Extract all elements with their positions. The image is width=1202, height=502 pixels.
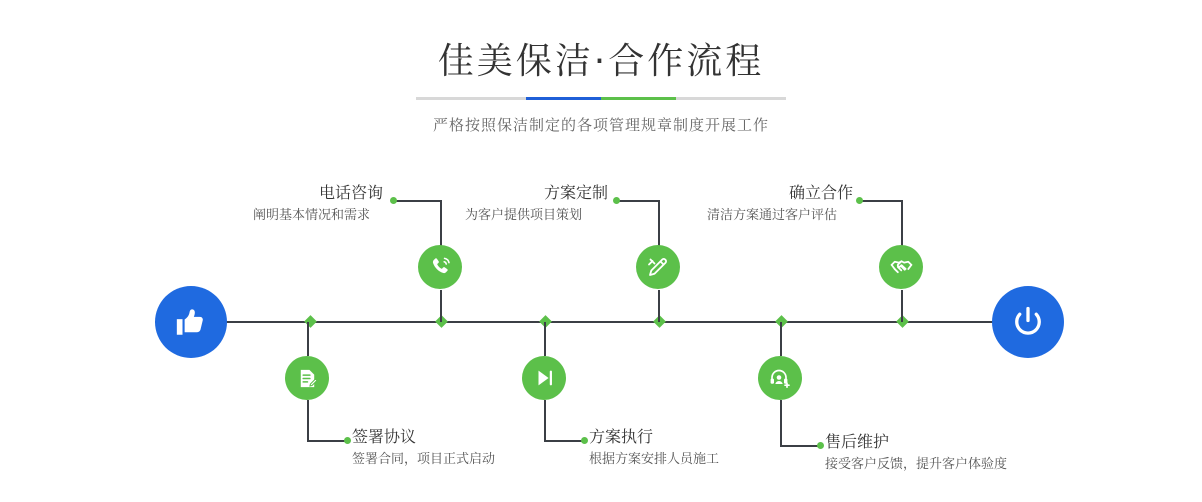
step-1-label bbox=[253, 183, 383, 225]
connector-step-1-stem bbox=[440, 290, 442, 322]
connector-step-5-stem bbox=[901, 290, 903, 322]
start-node bbox=[155, 286, 227, 358]
step-3-icon bbox=[636, 245, 680, 289]
connector-step-1-horizontal bbox=[395, 200, 441, 202]
step-3-title: 方案定制 bbox=[543, 183, 608, 202]
end-node bbox=[992, 286, 1064, 358]
step-6-desc: 接受客户反馈，提升客户体验度 bbox=[825, 457, 1008, 472]
connector-step-6-vertical bbox=[780, 400, 782, 445]
step-3-desc: 为客户提供项目策划 bbox=[465, 208, 583, 223]
connector-dot-step-2 bbox=[344, 437, 351, 444]
step-5-title: 确立合作 bbox=[788, 183, 853, 202]
handshake-icon bbox=[889, 255, 914, 280]
step-3-label bbox=[465, 183, 608, 225]
connector-step-2-horizontal bbox=[307, 440, 347, 442]
connector-dot-step-1 bbox=[390, 197, 397, 204]
step-6-title: 售后维护 bbox=[825, 432, 890, 451]
step-1-icon bbox=[418, 245, 462, 289]
step-2-icon bbox=[285, 356, 329, 400]
connector-step-3-horizontal bbox=[618, 200, 660, 202]
connector-dot-step-4 bbox=[581, 437, 588, 444]
step-2-title: 签署协议 bbox=[352, 427, 417, 446]
page-title: 佳美保洁·合作流程 bbox=[437, 41, 765, 82]
connector-step-5-vertical bbox=[901, 200, 903, 250]
step-6-icon bbox=[758, 356, 802, 400]
step-4-desc: 根据方案安排人员施工 bbox=[589, 452, 720, 467]
connector-step-2-vertical bbox=[307, 400, 309, 440]
step-2-label bbox=[352, 427, 495, 469]
connector-step-6-stem bbox=[780, 322, 782, 356]
connector-step-3-stem bbox=[658, 290, 660, 322]
connector-step-1-vertical bbox=[440, 200, 442, 250]
connector-step-4-vertical bbox=[544, 400, 546, 440]
play-forward-icon bbox=[533, 367, 555, 389]
step-5-icon bbox=[879, 245, 923, 289]
connector-dot-step-5 bbox=[856, 197, 863, 204]
connector-step-2-stem bbox=[307, 322, 309, 356]
connector-step-3-vertical bbox=[658, 200, 660, 250]
step-1-desc: 阐明基本情况和需求 bbox=[253, 208, 371, 223]
step-5-desc: 清洁方案通过客户评估 bbox=[707, 208, 838, 223]
pen-ruler-icon bbox=[646, 255, 670, 279]
connector-step-4-horizontal bbox=[544, 440, 584, 442]
connector-dot-step-3 bbox=[613, 197, 620, 204]
step-6-label bbox=[825, 432, 1007, 474]
phone-ring-icon bbox=[428, 255, 452, 279]
step-1-title: 电话咨询 bbox=[318, 183, 383, 202]
step-4-icon bbox=[522, 356, 566, 400]
connector-step-6-horizontal bbox=[780, 445, 820, 447]
page-subtitle: 严格按照保洁制定的各项管理规章制度开展工作 bbox=[432, 116, 769, 135]
connector-step-4-stem bbox=[544, 322, 546, 356]
step-5-label bbox=[707, 183, 853, 225]
step-4-title: 方案执行 bbox=[589, 427, 654, 446]
step-4-label bbox=[589, 427, 719, 469]
connector-step-5-horizontal bbox=[861, 200, 903, 202]
document-edit-icon bbox=[296, 367, 319, 390]
thumbs-up-icon bbox=[174, 305, 208, 339]
timeline-axis bbox=[155, 321, 1050, 323]
connector-dot-step-6 bbox=[817, 442, 824, 449]
headset-add-icon bbox=[768, 366, 792, 390]
step-2-desc: 签署合同，项目正式启动 bbox=[352, 452, 496, 467]
power-icon bbox=[1010, 304, 1046, 340]
